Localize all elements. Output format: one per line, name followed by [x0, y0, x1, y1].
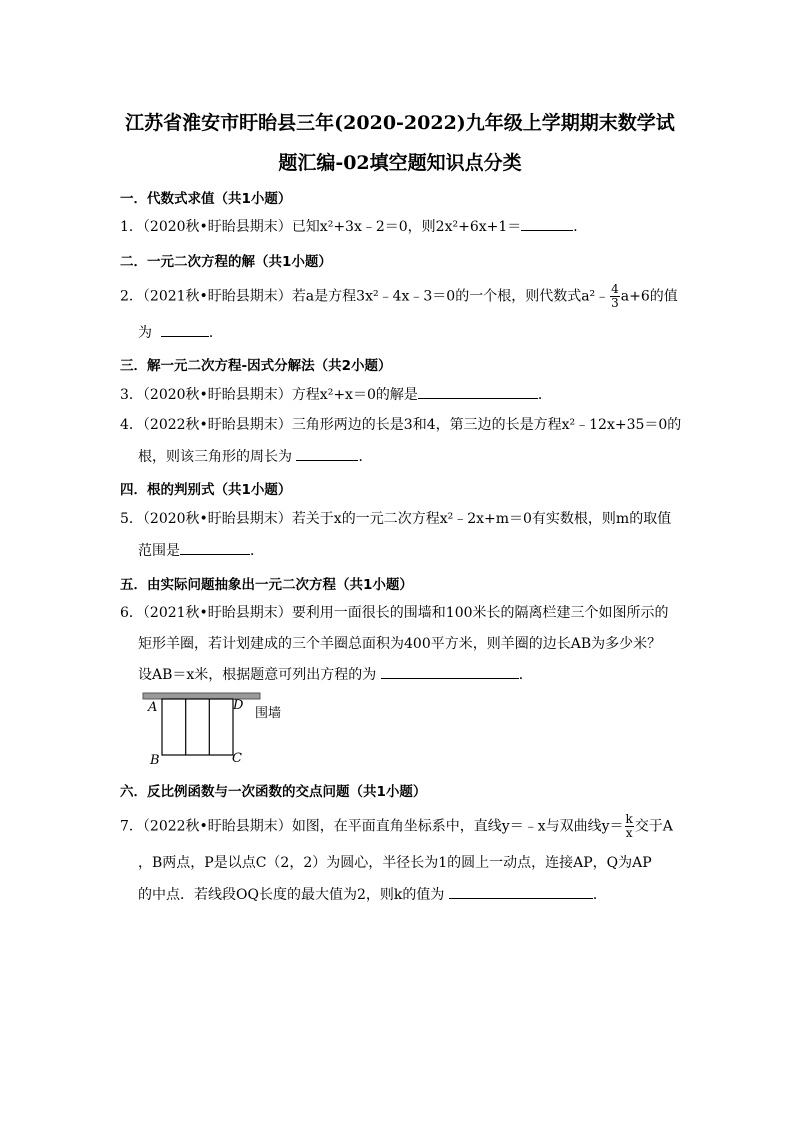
question-text: 要利用一面很长的围墙和100米长的隔离栏建三个如图所示的 [291, 605, 669, 621]
question-text: 矩形羊圈，若计划建成的三个羊圈总面积为400平方米，则羊圈的边长AB为多少米？ [138, 636, 662, 652]
section-heading-1: 一．代数式求值（共1小题） [120, 191, 292, 207]
answer-blank [180, 540, 250, 555]
question-source: （2020秋•盱眙县期末） [142, 511, 292, 527]
question-6-line-3 [138, 664, 698, 685]
period: ． [358, 449, 373, 465]
label-b: B [150, 753, 160, 768]
period: ． [518, 667, 533, 683]
period: ． [250, 543, 264, 559]
question-text: 若a是方程3x²﹣4x﹣3＝0的一个根，则代数式a²﹣ [291, 288, 610, 305]
answer-blank [161, 322, 209, 337]
question-number: 1． [120, 219, 143, 235]
label-wall: 围墙 [255, 706, 282, 721]
question-text: 方程x²+x＝0的解是 [291, 387, 418, 403]
fraction [625, 813, 634, 840]
title-line-1: 江苏省淮安市盱眙县三年(2020-2022)九年级上学期期末数学试 [125, 112, 675, 134]
question-text-cont: 交于A [634, 818, 673, 835]
title-line-2: 题汇编-02填空题知识点分类 [278, 152, 522, 174]
question-text: 为 [138, 325, 152, 341]
question-text: 若关于x的一元二次方程x²﹣2x+m＝0有实数根，则m的取值 [291, 511, 672, 527]
section-heading-6: 六．反比例函数与一次函数的交点问题（共1小题） [120, 784, 427, 800]
question-1 [120, 216, 680, 237]
question-text: 如图，在平面直角坐标系中，直线y＝﹣x与双曲线y＝ [291, 818, 624, 835]
question-number: 7． [120, 818, 143, 835]
answer-blank [381, 664, 519, 679]
period: ． [573, 219, 588, 235]
question-5-line-2 [138, 540, 698, 561]
question-number: 6． [120, 605, 143, 621]
question-source: （2021秋•盱眙县期末） [142, 288, 292, 305]
sheep-pen-figure [140, 690, 300, 776]
question-number: 2． [120, 288, 143, 305]
question-7 [120, 813, 680, 840]
question-2-line-2 [138, 322, 698, 343]
question-text: 的中点．若线段OQ长度的最大值为2，则k的值为 [138, 887, 445, 903]
question-text: 已知x²+3x﹣2＝0，则2x²+6x+1＝ [291, 219, 522, 235]
period: ． [208, 325, 223, 341]
pen-outline [162, 699, 233, 755]
question-3 [120, 384, 680, 405]
question-5 [120, 509, 680, 529]
question-number: 3． [120, 387, 143, 403]
question-source: （2020秋•盱眙县期末） [142, 387, 292, 403]
question-text: 根，则该三角形的周长为 [138, 449, 292, 465]
question-number: 5． [120, 511, 143, 527]
label-c: C [232, 751, 242, 766]
question-2 [120, 283, 680, 310]
question-source: （2021秋•盱眙县期末） [142, 605, 292, 621]
question-text: 三角形两边的长是3和4，第三边的长是方程x²﹣12x+35＝0的 [291, 417, 682, 433]
question-6 [120, 603, 680, 623]
question-text-cont: a+6的值 [620, 288, 678, 305]
question-text: 范围是 [138, 543, 180, 559]
period: ． [537, 387, 552, 403]
answer-blank [296, 446, 358, 461]
question-source: （2022秋•盱眙县期末） [142, 818, 292, 835]
question-7-line-3 [138, 884, 698, 905]
section-heading-5: 五．由实际问题抽象出一元二次方程（共1小题） [120, 577, 413, 593]
question-source: （2022秋•盱眙县期末） [142, 417, 292, 433]
label-d: D [233, 698, 244, 713]
period: ． [592, 887, 607, 903]
section-heading-2: 二．一元二次方程的解（共1小题） [120, 254, 332, 270]
question-7-line-2 [138, 853, 698, 873]
question-text: ，B两点，P是以点C（2，2）为圆心，半径长为1的圆上一动点，连接AP，Q为AP [138, 855, 652, 871]
question-source: （2020秋•盱眙县期末） [142, 219, 292, 235]
label-a: A [148, 700, 158, 715]
answer-blank [449, 884, 593, 899]
answer-blank [521, 216, 573, 231]
answer-blank [418, 384, 538, 399]
section-heading-3: 三．解一元二次方程-因式分解法（共2小题） [120, 358, 392, 374]
fraction-numerator: k [625, 812, 633, 826]
fraction-denominator: x [625, 826, 633, 840]
question-number: 4． [120, 417, 143, 433]
section-heading-4: 四．根的判别式（共1小题） [120, 482, 292, 498]
question-4 [120, 415, 680, 435]
fraction [610, 283, 620, 310]
question-4-line-2 [138, 446, 698, 467]
fraction-denominator: 3 [611, 296, 619, 310]
fraction-numerator: 4 [611, 282, 619, 296]
question-6-line-2 [138, 634, 698, 654]
question-text: 设AB＝x米，根据题意可列出方程的为 [138, 667, 377, 683]
